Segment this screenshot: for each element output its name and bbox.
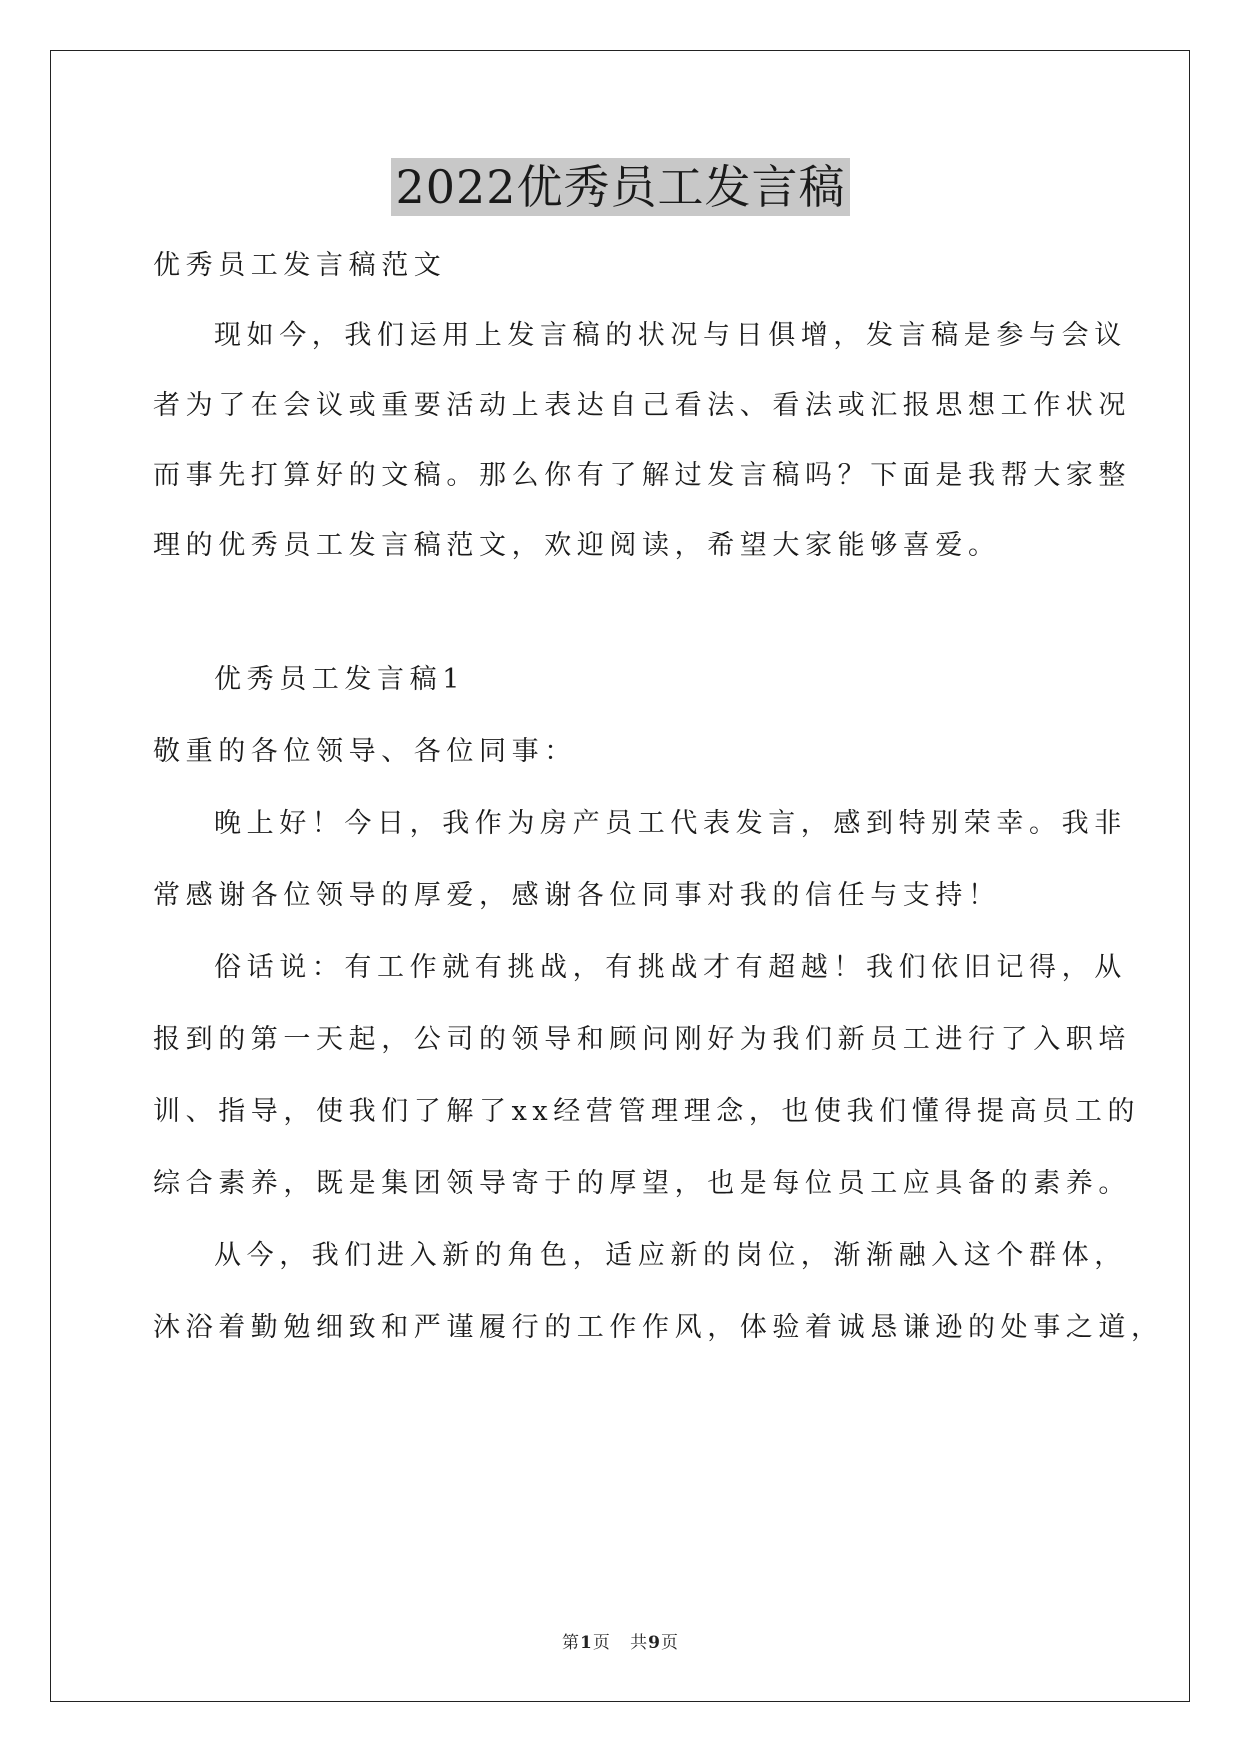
total-pages-number: 9 — [648, 1633, 661, 1653]
current-page-number: 1 — [580, 1633, 593, 1653]
page-suffix: 页 — [592, 1633, 611, 1653]
document-title-block — [0, 158, 1241, 227]
section-heading: 优秀员工发言稿1 — [214, 664, 465, 695]
page-footer — [0, 1628, 1241, 1653]
paragraph-line: 晚上好！今日，我作为房产员工代表发言，感到特别荣幸。我非 — [214, 808, 1127, 839]
document-title: 2022优秀员工发言稿 — [391, 158, 849, 216]
document-subtitle: 优秀员工发言稿范文 — [153, 250, 447, 281]
paragraph-line: 报到的第一天起，公司的领导和顾问刚好为我们新员工进行了入职培 — [153, 1024, 1131, 1055]
paragraph-line: 沐浴着勤勉细致和严谨履行的工作作风，体验着诚恳谦逊的处事之道， — [153, 1312, 1164, 1343]
paragraph-line: 而事先打算好的文稿。那么你有了解过发言稿吗？下面是我帮大家整 — [153, 460, 1131, 491]
salutation: 敬重的各位领导、各位同事： — [153, 736, 577, 767]
paragraph-line: 现如今，我们运用上发言稿的状况与日俱增，发言稿是参与会议 — [214, 320, 1127, 351]
paragraph-line: 俗话说：有工作就有挑战，有挑战才有超越！我们依旧记得，从 — [214, 952, 1127, 983]
paragraph-line: 从今，我们进入新的角色，适应新的岗位，渐渐融入这个群体， — [214, 1240, 1127, 1271]
paragraph-line: 者为了在会议或重要活动上表达自己看法、看法或汇报思想工作状况 — [153, 390, 1131, 421]
paragraph-line: 理的优秀员工发言稿范文，欢迎阅读，希望大家能够喜爱。 — [153, 530, 1001, 561]
paragraph-line: 训、指导，使我们了解了xx经营管理理念，也使我们懂得提高员工的 — [153, 1096, 1141, 1127]
paragraph-line: 常感谢各位领导的厚爱，感谢各位同事对我的信任与支持！ — [153, 880, 1001, 911]
page-prefix: 第 — [562, 1633, 581, 1653]
total-suffix: 页 — [660, 1633, 679, 1653]
paragraph-line: 综合素养，既是集团领导寄于的厚望，也是每位员工应具备的素养。 — [153, 1168, 1131, 1199]
total-prefix: 共 — [630, 1633, 649, 1653]
